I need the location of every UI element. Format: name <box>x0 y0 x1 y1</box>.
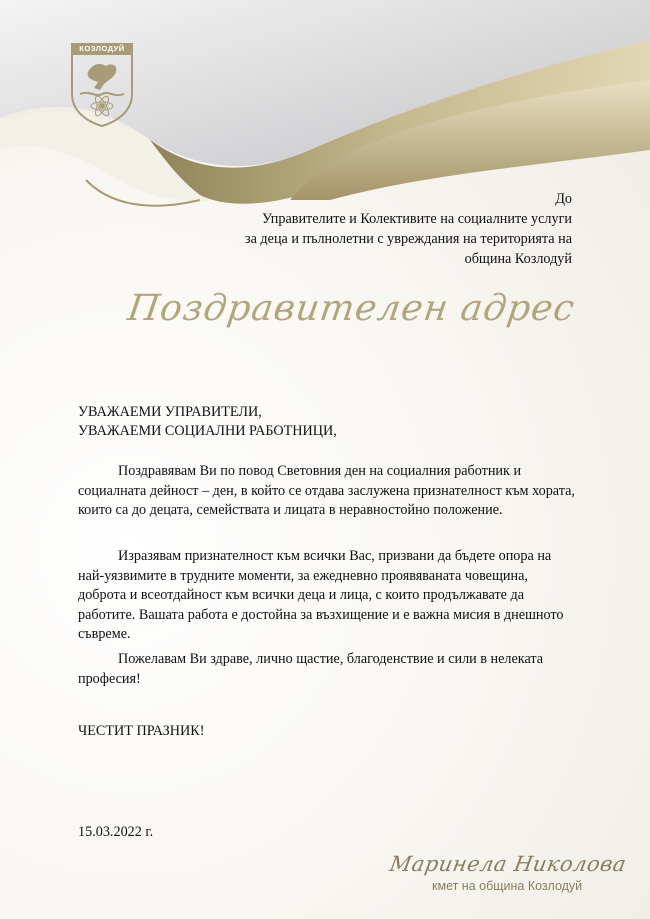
holiday-greeting: ЧЕСТИТ ПРАЗНИК! <box>78 723 205 739</box>
body-paragraph <box>78 650 576 689</box>
paragraph-text: Изразявам признателност към всички Вас, призвани да бъдете опора на най-уязвимите в трудните моменти, за ежедневно проявяваната човещина, доброта и всеотдайност към всички деца и лица, с които продължавате да работите. Вашата работа е достойна за възхищение и е важна мисия в днешното съвреме. <box>78 548 564 642</box>
recipient-line: Управителите и Колективите на социалните услуги <box>261 211 572 227</box>
body-paragraph <box>78 462 576 521</box>
document-title: Поздравителен адрес <box>125 288 578 329</box>
kozloduy-coat-of-arms-icon <box>70 42 134 128</box>
recipient-line: за деца и пълнолетни с увреждания на територията на <box>244 231 572 247</box>
recipient-block <box>245 189 572 269</box>
paragraph-text: Пожелавам Ви здраве, лично щастие, благоденствие и сили в нелеката професия! <box>78 651 544 687</box>
document-date: 15.03.2022 г. <box>78 824 154 840</box>
recipient-line: До <box>555 191 572 207</box>
recipient-line: община Козлодуй <box>464 251 572 267</box>
salutation-line: УВАЖАЕМИ УПРАВИТЕЛИ, <box>78 404 262 420</box>
body-paragraph <box>78 547 576 645</box>
paragraph-text: Поздравявам Ви по повод Световния ден на социалния работник и социалната дейност – ден, в който се отдава заслужена признателност към хората, които са до децата, семействата и лицата в неравностойно положение. <box>78 463 575 518</box>
salutation-line: УВАЖАЕМИ СОЦИАЛНИ РАБОТНИЦИ, <box>78 423 337 439</box>
logo-label: КОЗЛОДУЙ <box>79 44 125 53</box>
signature-role: кмет на община Козлодуй <box>432 879 583 893</box>
salutation <box>78 403 337 441</box>
signature-name: Маринела Николова <box>387 852 629 876</box>
